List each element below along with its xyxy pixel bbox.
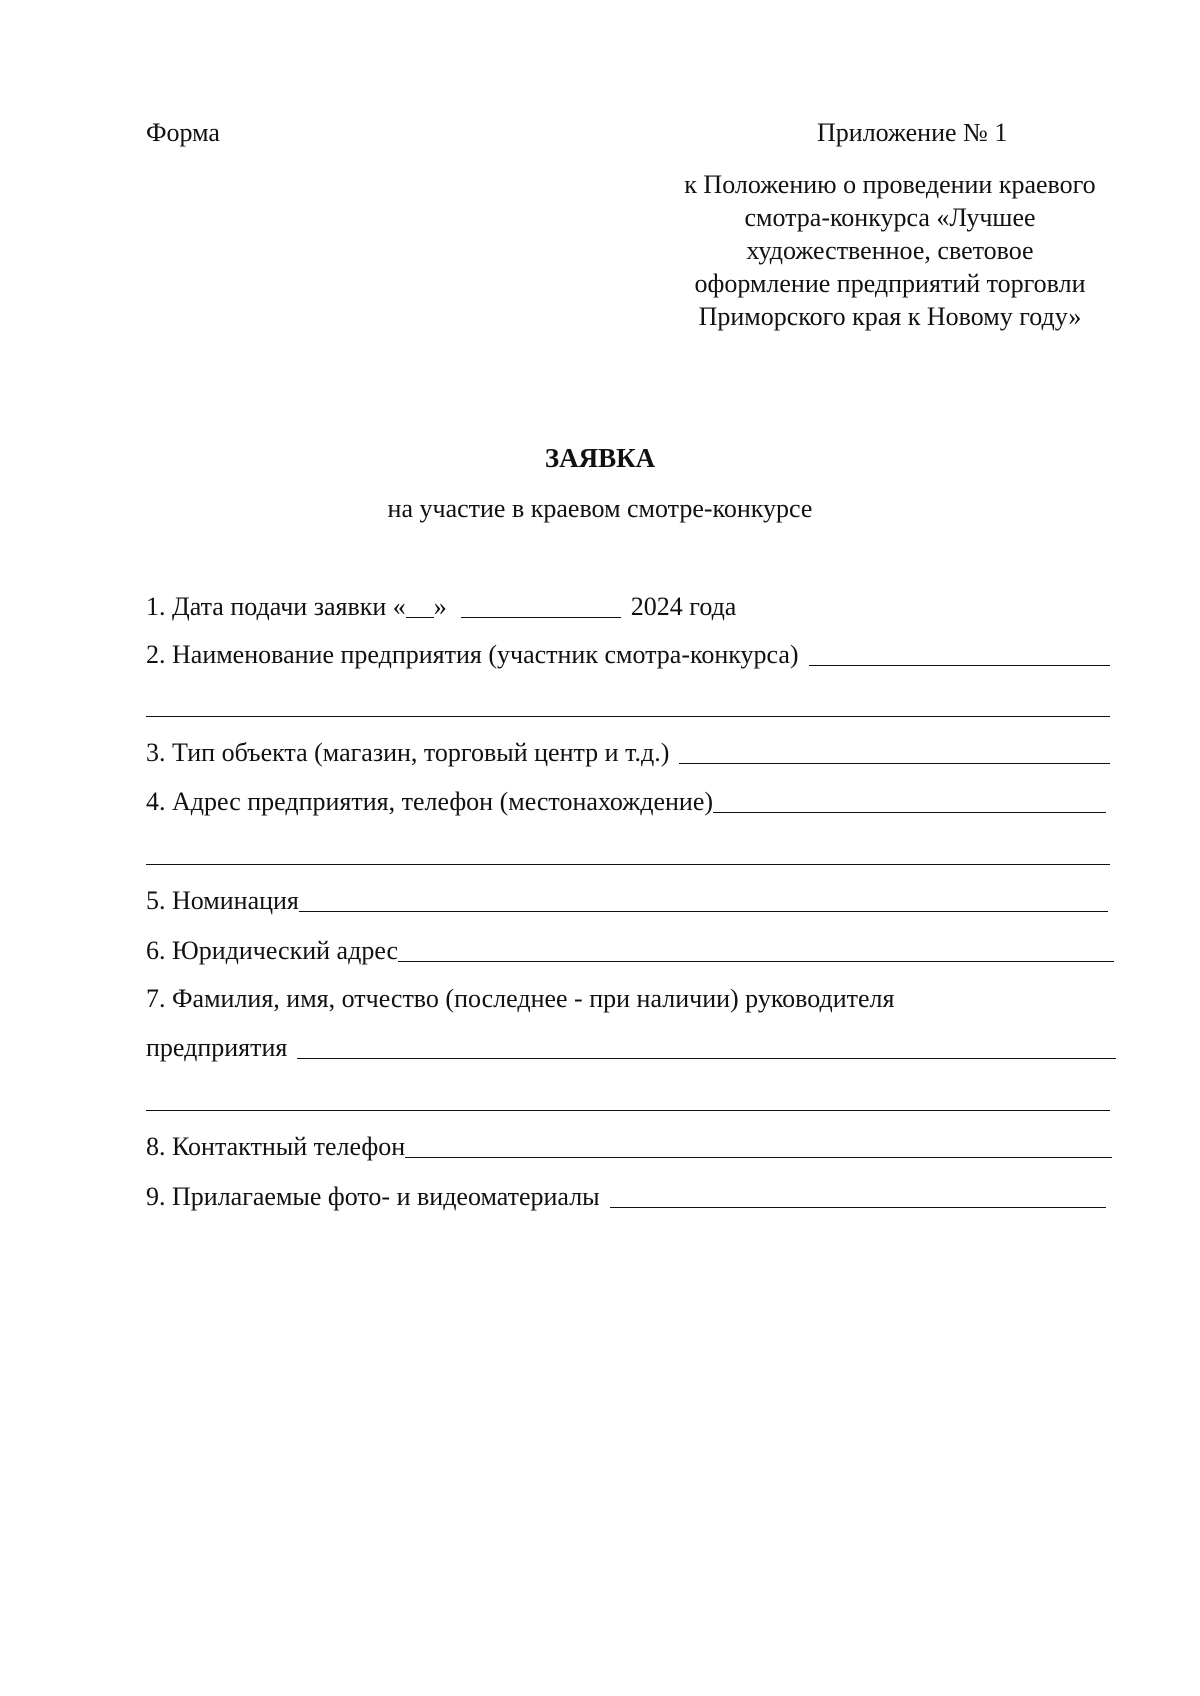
field-enterprise-name	[146, 636, 1110, 670]
field-legal-address	[146, 932, 1114, 966]
appendix-line: Приморского края к Новому году»	[698, 302, 1082, 331]
day-blank[interactable]	[406, 591, 434, 618]
field-address-phone	[146, 783, 1106, 817]
field-object-type	[146, 734, 1110, 768]
field-director-name	[146, 980, 894, 1014]
appendix-line: оформление предприятий торговли	[694, 269, 1086, 298]
field-nomination-label: 5. Номинация	[146, 886, 299, 915]
field-object-type-label: 3. Тип объекта (магазин, торговый центр и т.д.)	[146, 738, 670, 767]
field-date-year: 2024 года	[630, 592, 737, 621]
document-subtitle: на участие в краевом смотре-конкурсе	[387, 494, 813, 523]
field-attachments-label: 9. Прилагаемые фото- и видеоматериалы	[146, 1182, 600, 1211]
enterprise-name-blank[interactable]	[809, 639, 1110, 666]
director-name-blank[interactable]	[297, 1032, 1116, 1059]
address-phone-blank[interactable]	[713, 786, 1106, 813]
appendix-line: художественное, световое	[746, 236, 1034, 265]
document-title: ЗАЯВКА	[544, 443, 656, 473]
field-nomination	[146, 882, 1108, 916]
contact-phone-blank[interactable]	[405, 1131, 1112, 1158]
appendix-line: к Положению о проведении краевого	[684, 170, 1096, 199]
attachments-blank[interactable]	[610, 1181, 1106, 1208]
nomination-blank[interactable]	[299, 885, 1108, 912]
field-address-phone-label: 4. Адрес предприятия, телефон (местонахождение)	[146, 787, 714, 816]
field-contact-phone-label: 8. Контактный телефон	[146, 1132, 406, 1161]
director-name-continuation-line[interactable]	[146, 1110, 1110, 1111]
enterprise-name-continuation-line[interactable]	[146, 716, 1110, 717]
field-date-quote: »	[433, 592, 447, 621]
field-attachments	[146, 1178, 1106, 1212]
legal-address-blank[interactable]	[398, 935, 1114, 962]
field-director-name-label: 7. Фамилия, имя, отчество (последнее - при наличии) руководителя	[146, 984, 895, 1013]
field-legal-address-label: 6. Юридический адрес	[146, 936, 399, 965]
month-blank[interactable]	[461, 591, 621, 618]
address-continuation-line[interactable]	[146, 864, 1110, 865]
form-label: Форма	[146, 118, 220, 147]
object-type-blank[interactable]	[679, 737, 1110, 764]
field-director-name-cont	[146, 1029, 1116, 1063]
appendix-number: Приложение № 1	[817, 118, 1008, 147]
field-contact-phone	[146, 1128, 1112, 1162]
field-enterprise-name-label: 2. Наименование предприятия (участник смотра-конкурса)	[146, 640, 799, 669]
field-date-label: 1. Дата подачи заявки «	[146, 592, 406, 621]
appendix-line: смотра-конкурса «Лучшее	[744, 203, 1036, 232]
field-date	[146, 588, 736, 622]
field-director-name-cont-label: предприятия	[146, 1033, 288, 1062]
appendix-reference	[640, 168, 1140, 333]
